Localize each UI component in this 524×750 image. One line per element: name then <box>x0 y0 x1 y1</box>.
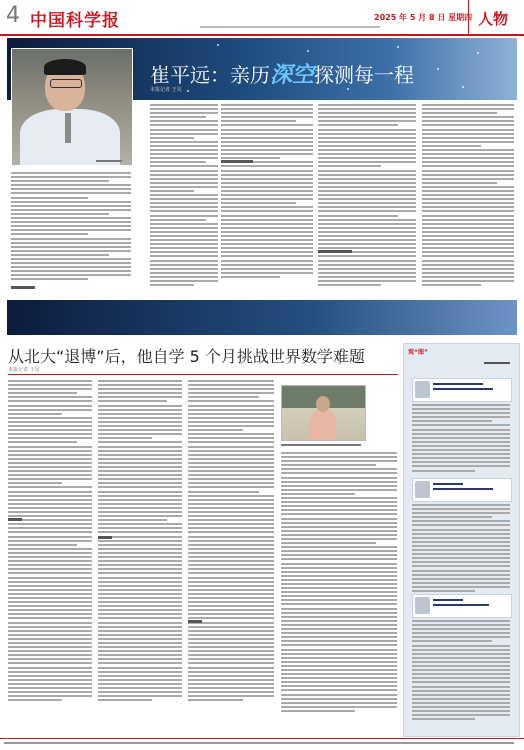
feature-subhead-3 <box>318 250 352 253</box>
sidebar-text-2 <box>412 504 510 594</box>
feature-subhead-2 <box>221 160 253 163</box>
starry-footer-band <box>7 300 517 335</box>
feature-byline: 本报记者 王昊 <box>150 87 182 93</box>
feature-subhead-1 <box>11 286 35 289</box>
story2-subhead-3 <box>188 620 202 623</box>
avatar <box>415 381 430 398</box>
story2-column-4 <box>281 452 397 714</box>
story2-headline: 从北大“退博”后，他自学 5 个月挑战世界数学难题 <box>8 347 365 366</box>
story2-subhead-2 <box>98 536 112 539</box>
avatar <box>415 481 430 498</box>
editors-line <box>200 24 380 28</box>
feature-column-5 <box>422 104 514 288</box>
sidebar-title: 观“图” <box>408 349 428 356</box>
sidebar-card-1-heading <box>433 383 493 390</box>
avatar <box>415 597 430 614</box>
sidebar-card-3-heading <box>433 599 489 606</box>
story2-rule <box>8 374 398 375</box>
feature-column-1 <box>11 172 131 283</box>
headline-suffix: 探测每一程 <box>314 63 415 87</box>
feature-column-2 <box>150 104 218 288</box>
newspaper-logo: 中国科学报 <box>30 11 120 31</box>
portrait-photo <box>11 48 133 166</box>
sidebar-text-1 <box>412 404 510 474</box>
story2-column-3 <box>188 380 274 703</box>
sidebar-card-2-heading <box>433 483 493 490</box>
photo-credit <box>96 158 122 162</box>
story2-byline: 本报记者 王昊 <box>8 367 40 373</box>
feature-headline <box>150 58 414 89</box>
sidebar-text-3 <box>412 620 510 722</box>
footer-imprint <box>4 740 514 744</box>
story2-column-2 <box>98 380 182 703</box>
feature-column-3 <box>221 104 313 280</box>
lecture-photo-caption <box>281 442 361 446</box>
feature-column-4 <box>318 104 416 288</box>
page-number: 4 <box>6 3 20 28</box>
section-label: 人物 <box>478 10 509 28</box>
lecture-photo <box>281 385 366 441</box>
story2-column-1 <box>8 380 92 703</box>
headline-highlight: 深空 <box>270 62 315 88</box>
issue-date: 2025 年 5 月 8 日 星期四 <box>374 13 473 22</box>
sidebar-subtitle <box>484 360 510 364</box>
headline-prefix: 崔平远：亲历 <box>150 63 270 87</box>
story2-subhead-1 <box>8 518 22 521</box>
